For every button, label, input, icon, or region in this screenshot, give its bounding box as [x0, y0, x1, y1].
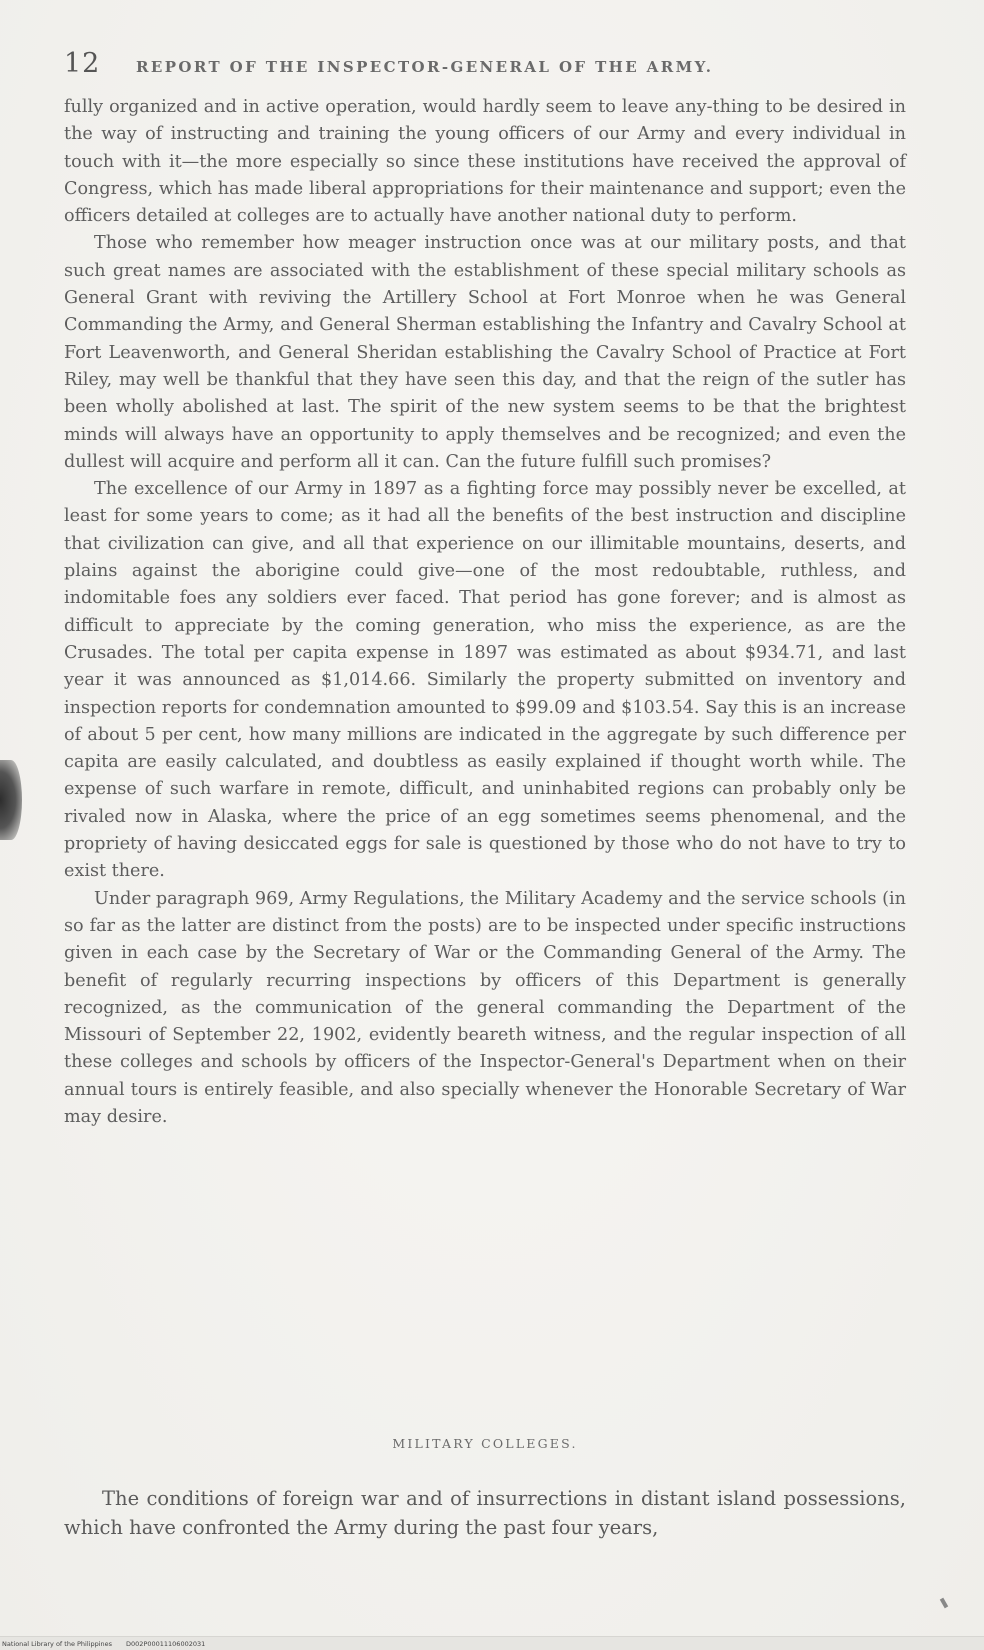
- paragraph-4: Under paragraph 969, Army Regulations, the Military Academy and the service schools (in so far as the latter are distinct from the posts) are to be inspected under specific instructions given in each case by the Secretary of War or the Commanding General of the Army. The benefit of regularly recurring inspections by officers of this Department is generally recognized, as the communication of the general commanding the Department of the Missouri of September 22, 1902, evidently beareth witness, and the regular inspection of all these colleges and schools by officers of the Inspector-General's Department when on their annual tours is entirely feasible, and also specially whenever the Honorable Secretary of War may desire.: [64, 888, 906, 1127]
- running-head: [64, 48, 914, 82]
- scan-speck: [940, 1598, 948, 1609]
- section-heading: MILITARY COLLEGES.: [392, 1436, 578, 1451]
- footer-library: National Library of the Philippines: [2, 1639, 113, 1648]
- body-text: [64, 94, 906, 1131]
- section-paragraph: The conditions of foreign war and of insurrections in distant island possessions, which have confronted the Army during the past four years,: [64, 1487, 906, 1539]
- paragraph-1: fully organized and in active operation, would hardly seem to leave any-thing to be desired in the way of instructing and training the young officers of our Army and every individual in touch with it—the more especially so since these institutions have received the approval of Congress, which has made liberal appropriations for their maintenance and support; even the officers detailed at colleges are to actually have another national duty to perform.: [64, 97, 906, 227]
- paragraph-3: The excellence of our Army in 1897 as a fighting force may possibly never be excelled, at least for some years to come; as it had all the benefits of the best instruction and discipline that civilization can give, and all that experience on our illimitable mountains, deserts, and plains against the aborigine could give—one of the most redoubtable, ruthless, and indomitable foes any soldiers ever faced. That period has gone forever; and is almost as difficult to appreciate by the coming generation, who miss the experience, as are the Crusades. The total per capita expense in 1897 was estimated as about $934.71, and last year it was announced as $1,014.66. Similarly the property submitted on inventory and inspection reports for condemnation amounted to $99.09 and $103.54. Say this is an increase of about 5 per cent, how many millions are indicated in the aggregate by such difference per capita are easily calculated, and doubtless as easily explained if thought worth while. The expense of such warfare in remote, difficult, and uninhabited regions can probably only be rivaled now in Alaska, where the price of an egg sometimes seems phenomenal, and the propriety of having desiccated eggs for sale is questioned by those who do not have to try to exist there.: [64, 479, 906, 882]
- binding-shadow: [0, 760, 22, 840]
- section-body: [64, 1484, 906, 1542]
- page-number: 12: [64, 48, 101, 79]
- scan-footer: [0, 1636, 984, 1650]
- paragraph-2: Those who remember how meager instruction once was at our military posts, and that such great names are associated with the establishment of these special military schools as General Grant with reviving the Artillery School at Fort Monroe when he was General Commanding the Army, and General Sherman establishing the Infantry and Cavalry School at Fort Leavenworth, and General Sheridan establishing the Cavalry School of Practice at Fort Riley, may well be thankful that they have seen this day, and that the reign of the sutler has been wholly abolished at last. The spirit of the new system seems to be that the brightest minds will always have an opportunity to apply themselves and be recognized; and even the dullest will acquire and perform all it can. Can the future fulfill such promises?: [64, 233, 906, 472]
- running-title: REPORT OF THE INSPECTOR-GENERAL OF THE ARMY.: [136, 58, 714, 76]
- footer-id: D002P00011106002031: [126, 1639, 206, 1648]
